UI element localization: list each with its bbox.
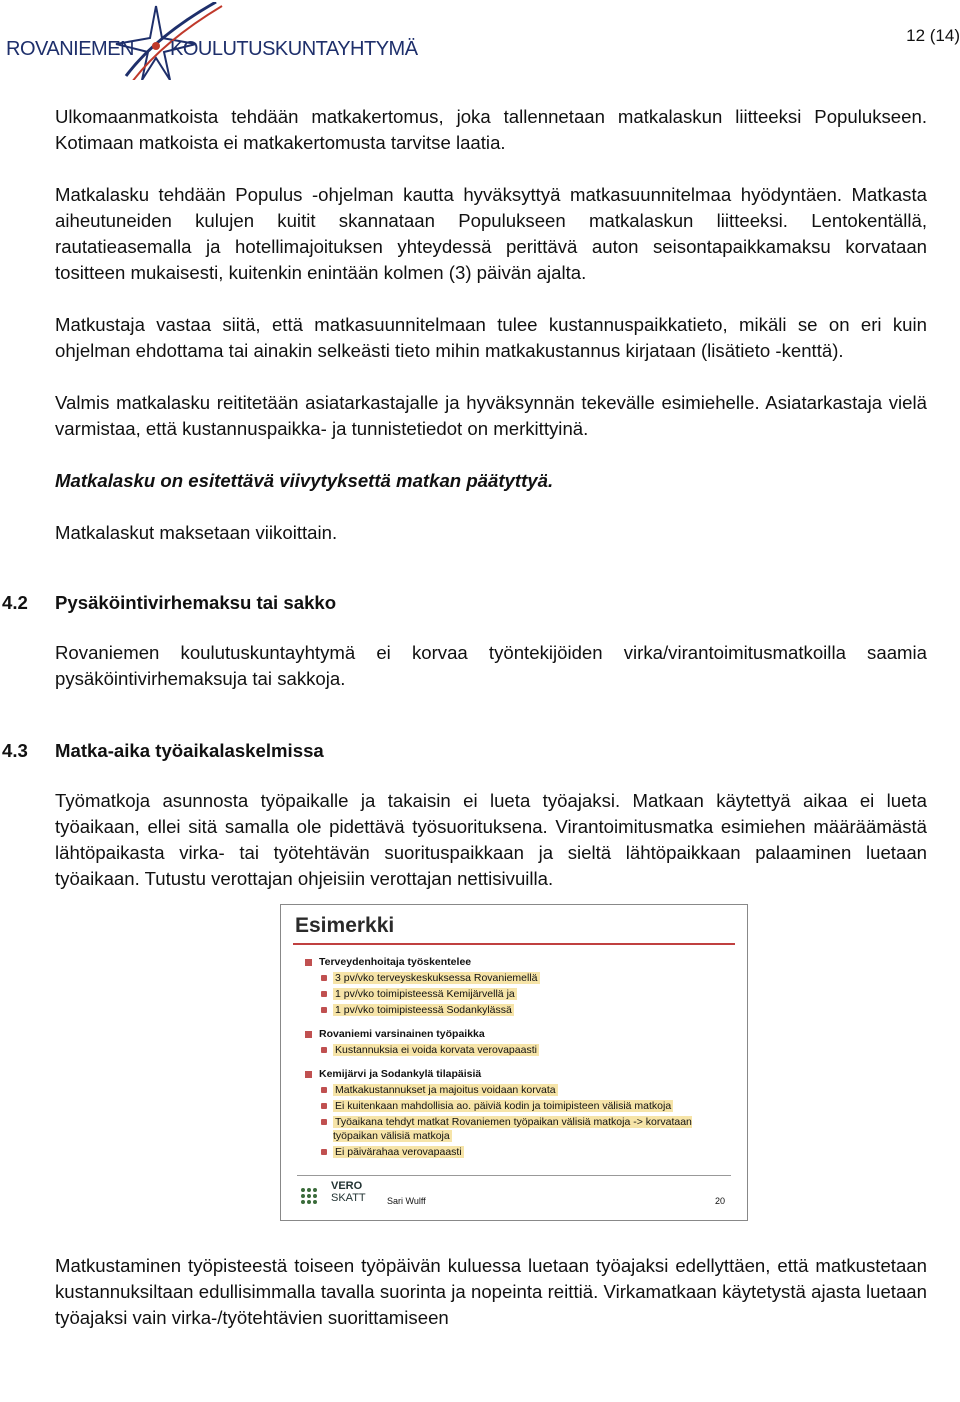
document-body	[2, 104, 927, 1331]
slide-group-title: Rovaniemi varsinainen työpaikka	[305, 1027, 725, 1041]
page-header	[0, 0, 960, 90]
slide-list-item: Työaikana tehdyt matkat Rovaniemen työpaikan välisiä matkoja -> korvataan työpaikan välisiä matkoja	[319, 1115, 725, 1143]
slide-group-title: Terveydenhoitaja työskentelee	[305, 955, 725, 969]
slide-list-item: 1 pv/vko toimipisteessä Sodankylässä	[319, 1003, 725, 1017]
logo-text-koulutuskuntayhtyma: KOULUTUSKUNTAYHTYMÄ	[170, 38, 418, 60]
section-number: 4.2	[2, 592, 28, 613]
logo-text-rovaniemen: ROVANIEMEN	[6, 38, 134, 60]
slide-list-item: 1 pv/vko toimipisteessä Kemijärvellä ja	[319, 987, 725, 1001]
vero-logo-text: VERO SKATT	[331, 1180, 366, 1204]
slide-divider	[293, 943, 735, 945]
slide-list-item: Kustannuksia ei voida korvata verovapaasti	[319, 1043, 725, 1057]
page-number: 12 (14)	[906, 26, 960, 45]
paragraph-cost-center: Matkustaja vastaa siitä, että matkasuunnitelmaan tulee kustannuspaikkatieto, mikäli se on eri kuin ohjelman ehdottama tai ainakin selkeästi tieto mihin matkakustannus kirjataan (lisätieto -kenttä).	[55, 314, 927, 361]
slide-number: 20	[714, 1196, 725, 1206]
slide-body	[305, 949, 725, 1159]
slide-title: Esimerkki	[295, 914, 395, 937]
slide-sublist	[319, 1083, 725, 1159]
section-title: Matka-aika työaikalaskelmissa	[55, 740, 324, 761]
paragraph-parking-fines: Rovaniemen koulutuskuntayhtymä ei korvaa työntekijöiden virka/virantoimitusmatkoilla saamia pysäköintivirhemaksuja tai sakkoja.	[55, 642, 927, 689]
paragraph-travel-time: Työmatkoja asunnosta työpaikalle ja takaisin ei lueta työajaksi. Matkaan käytettyä aikaa ei lueta työaikaan, ellei sitä samalla ole pidettävä työsuorituksena. Virantoimitusmatka esimiehen määräämästä lähtöpaikasta virka- tai työtehtävän suorituspaikkaan ja sieltä lähtöpaikkaan palaaminen luetaan työaikaan. Tutustu verottajan ohjeisiin verottajan nettisivuilla.	[55, 790, 927, 889]
slide-list-item: 3 pv/vko terveyskeskuksessa Rovaniemellä	[319, 971, 725, 985]
section-heading-4-3	[2, 738, 927, 764]
paragraph-expense-claim: Matkalasku tehdään Populus -ohjelman kautta hyväksyttyä matkasuunnitelmaa hyödyntäen. Matkasta aiheutuneiden kulujen kuitit skannataan Populukseen matkalaskun liitteeksi. Lentokentällä, rautatieasemalla ja hotellimajoituksen yhteydessä perittävä auton seisontapaikkamaksu korvataan tositteen mukaisesti, kuitenkin enintään kolmen (3) päivän ajalta.	[55, 184, 927, 283]
paragraph-emphasis: Matkalasku on esitettävä viivytyksettä matkan päätyttyä.	[55, 470, 554, 491]
paragraph-routing: Valmis matkalasku reititetään asiatarkastajalle ja hyväksynnän tekevälle esimiehelle. Asiatarkastaja vielä varmistaa, että kustannuspaikka- ja tunnistetiedot on merkittyinä.	[55, 392, 927, 439]
slide-sublist	[319, 971, 725, 1017]
section-number: 4.3	[2, 740, 28, 761]
slide-list-item: Ei kuitenkaan mahdollisia ao. päiviä kodin ja toimipisteen välisiä matkoja	[319, 1099, 725, 1113]
paragraph-travel-report: Ulkomaanmatkoista tehdään matkakertomus, joka tallennetaan matkalaskun liitteeksi Populukseen. Kotimaan matkoista ei matkakertomusta tarvitse laatia.	[55, 106, 927, 153]
example-slide-image	[280, 904, 748, 1221]
slide-list-item: Matkakustannukset ja majoitus voidaan korvata	[319, 1083, 725, 1097]
section-title: Pysäköintivirhemaksu tai sakko	[55, 592, 337, 613]
organization-logo	[6, 2, 418, 80]
paragraph-travel-between-sites: Matkustaminen työpisteestä toiseen työpäivän kuluessa luetaan työajaksi edellyttäen, että matkustetaan kustannuksiltaan edullisimmalla tavalla suorinta ja nopeinta reittiä. Virkamatkaan käytetystä ajasta luetaan työajaksi vain virka-/työtehtävien suorittamiseen	[55, 1255, 927, 1328]
slide-group-title: Kemijärvi ja Sodankylä tilapäisiä	[305, 1067, 725, 1081]
slide-author: Sari Wulff	[387, 1196, 426, 1206]
slide-sublist	[319, 1043, 725, 1057]
section-heading-4-2	[2, 590, 927, 616]
slide-footer	[297, 1175, 731, 1212]
slide-list-item: Ei päivärahaa verovapaasti	[319, 1145, 725, 1159]
paragraph-payment-schedule: Matkalaskut maksetaan viikoittain.	[55, 522, 338, 543]
